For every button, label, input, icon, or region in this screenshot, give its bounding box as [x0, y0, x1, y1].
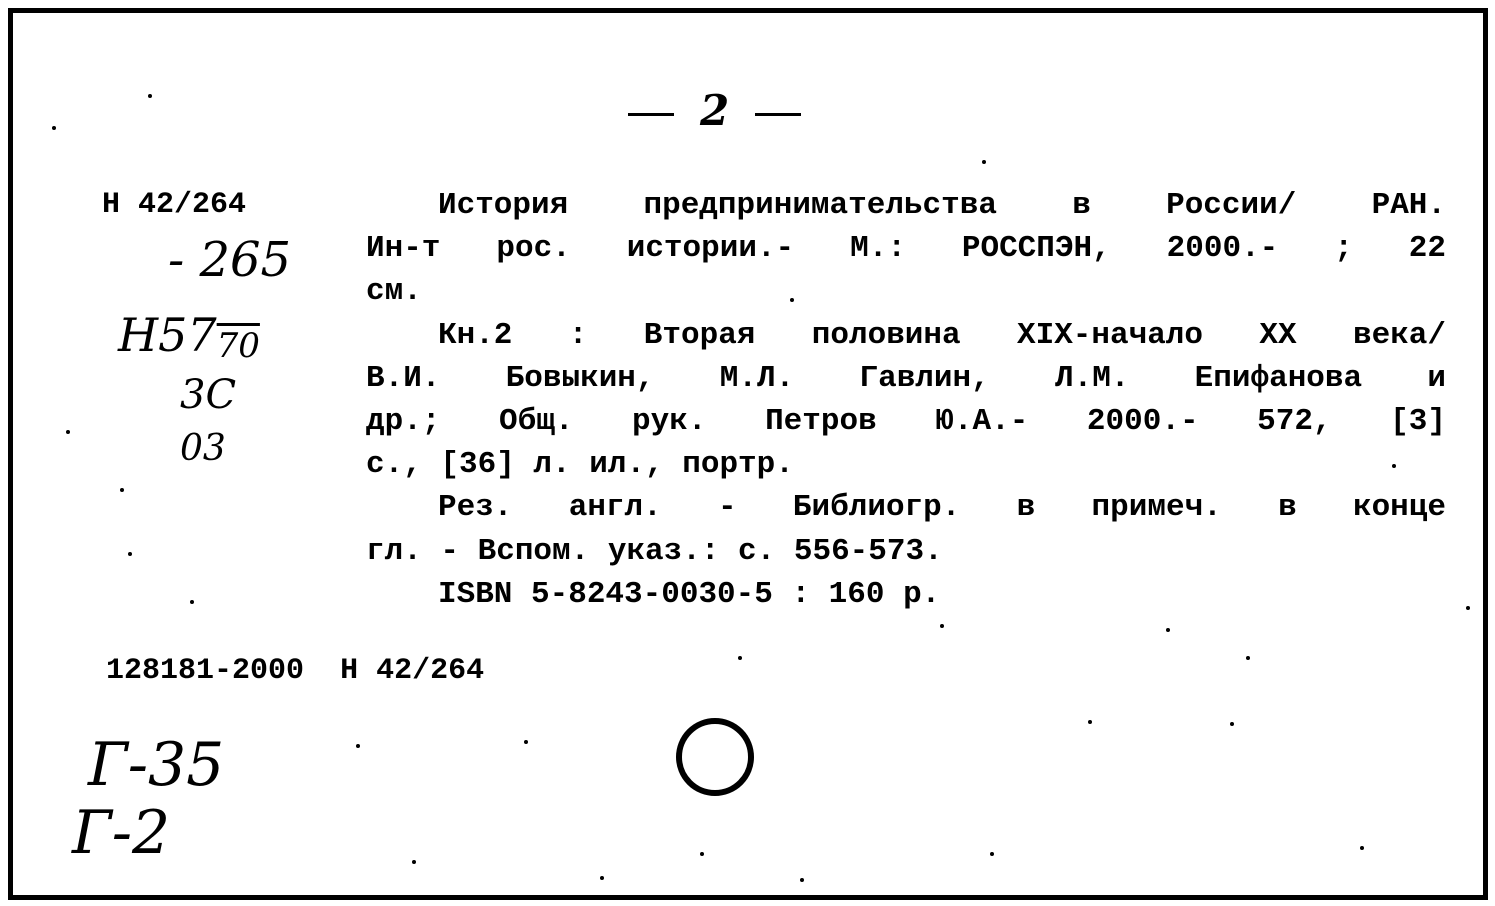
entry-line: др.; Общ. рук. Петров Ю.А.- 2000.- 572, [3]: [366, 404, 1446, 440]
accession-number: 128181-2000: [106, 654, 305, 688]
handwritten-bottom-1-text: Г-35: [88, 730, 225, 800]
entry-line: Кн.2 : Вторая половина XIX-начало XX века/: [438, 317, 1446, 353]
dash-right: [755, 113, 801, 116]
footer-call-number: Н 42/264: [340, 654, 485, 688]
call-number: Н 42/264: [102, 188, 247, 222]
handwritten-range-end: - 265: [168, 232, 292, 288]
handwritten-code-suffix: 70: [216, 326, 260, 366]
page-number: [628, 86, 801, 138]
bibliographic-entry: [366, 184, 1446, 616]
handwritten-mark-2: 03: [180, 428, 226, 469]
punch-hole-icon: [676, 718, 754, 796]
page-number-digit: 2: [700, 86, 730, 135]
entry-line: с., [36] л. ил., портр.: [366, 447, 794, 483]
entry-line: ISBN 5-8243-0030-5 : 160 р.: [438, 576, 941, 612]
entry-line: Рез. англ. - Библиогр. в примеч. в конце: [438, 490, 1446, 526]
entry-line: гл. - Вспом. указ.: с. 556-573.: [366, 533, 943, 569]
handwritten-code-main: Н57: [118, 308, 217, 362]
entry-line: Ин-т рос. истории.- М.: РОССПЭН, 2000.- ; 22: [366, 231, 1446, 267]
handwritten-mark-1: 3С: [180, 372, 237, 418]
entry-line: В.И. Бовыкин, М.Л. Гавлин, Л.М. Епифанова и: [366, 360, 1446, 396]
handwritten-bottom-1: [88, 730, 224, 800]
handwritten-bottom-2: Г-2: [72, 798, 171, 868]
entry-line: см.: [366, 274, 422, 310]
entry-line: История предпринимательства в России/ РАН.: [438, 188, 1446, 223]
footer-line: [106, 654, 484, 688]
handwritten-code: [118, 308, 260, 366]
dash-left: [628, 113, 674, 116]
